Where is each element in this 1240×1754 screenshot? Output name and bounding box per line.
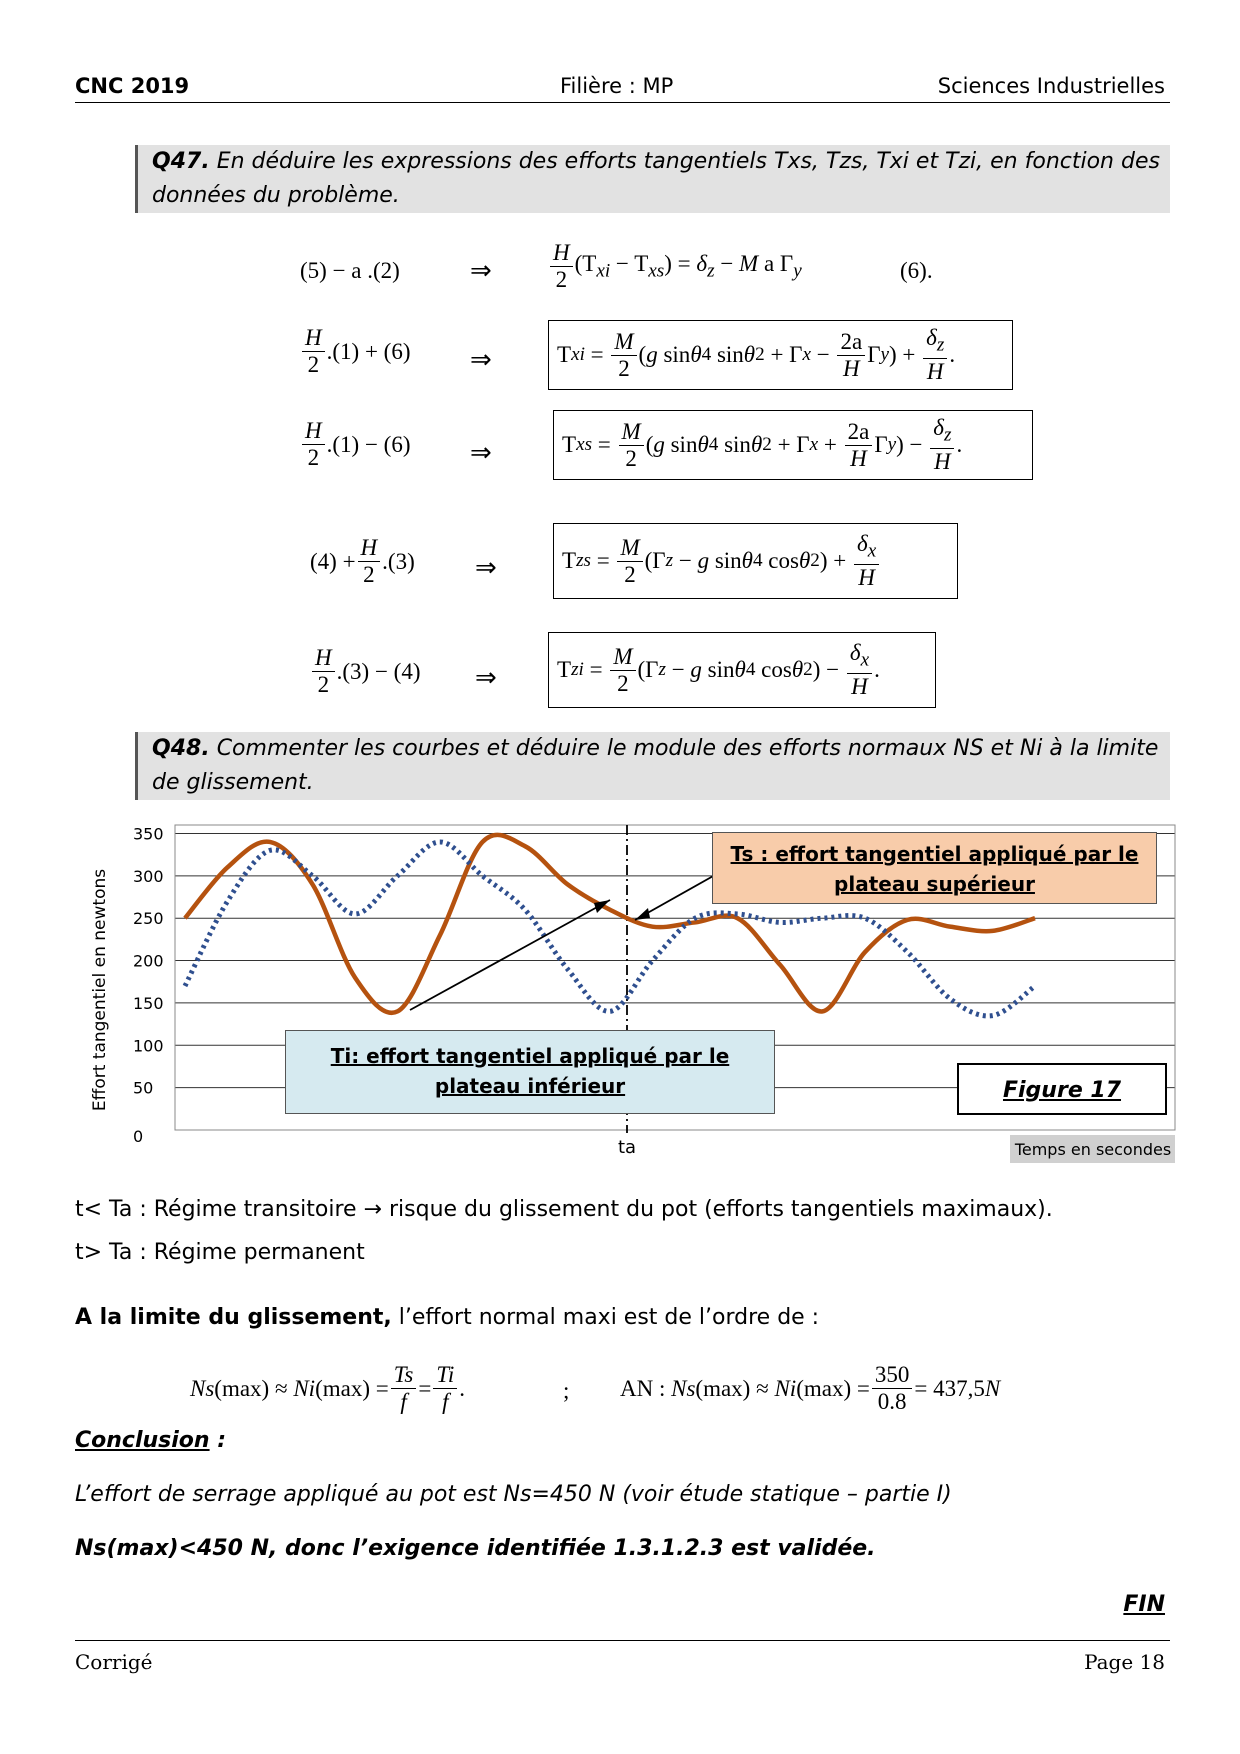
eq4-rhs: T zs = $\frac{M}{2}$ (Γ z − g sin θ 4 cos θ 2 ) + $\frac{\delta_x}{H}$ xyxy=(553,523,958,599)
x-axis-label: Temps en secondes xyxy=(1014,1140,1172,1159)
eq4-lhs: (4) + $\frac{H}{2}$ .(3) xyxy=(310,535,415,587)
y-tick-label: 250 xyxy=(133,909,164,929)
limit-bold: A la limite du glissement, xyxy=(75,1305,392,1330)
header-rule xyxy=(75,102,1170,103)
figure-title: Figure 17 xyxy=(957,1063,1167,1115)
ta-label: ta xyxy=(617,1137,637,1158)
limit-rest: l’effort normal maxi est de l’ordre de : xyxy=(398,1305,820,1330)
formula-an: AN : Ns (max) ≈ Ni (max) = $\frac{350}{0.8}$ = 437,5 N xyxy=(620,1362,1001,1414)
implies-icon: ⇒ xyxy=(475,663,497,692)
y-tick-label: 300 xyxy=(133,866,164,886)
fin-label: FIN xyxy=(1123,1592,1165,1617)
y-tick-label: 50 xyxy=(133,1078,154,1098)
implies-icon: ⇒ xyxy=(470,256,492,285)
formula-separator: ; xyxy=(563,1378,570,1403)
ti-legend-box: Ti: effort tangentiel appliqué par le plateau inférieur xyxy=(285,1030,775,1114)
footer-right: Page 18 xyxy=(1084,1650,1165,1674)
q47-box xyxy=(135,145,1170,213)
eq1-tag: (6). xyxy=(900,258,933,283)
q47-number: Q47. xyxy=(152,149,210,174)
limit-line xyxy=(75,1305,819,1330)
comment-line-2: t> Ta : Régime permanent xyxy=(75,1240,365,1265)
eq1-lhs: (5) − a .(2) xyxy=(300,258,400,283)
eq2-lhs: $\frac{H}{2}$ .(1) + (6) xyxy=(300,325,410,378)
ts-pointer-head xyxy=(635,908,650,920)
conclusion-title: Conclusion : xyxy=(75,1428,227,1453)
y-tick-label: 100 xyxy=(133,1036,164,1056)
eq3-lhs: $\frac{H}{2}$ .(1) − (6) xyxy=(300,418,410,471)
formula-left: Ns (max) ≈ Ni (max) = $\frac{Ts}{f}$ = $\frac{Ti}{f}$ . xyxy=(190,1362,466,1414)
eq3-rhs: T xs = $\frac{M}{2}$ ( g sin θ 4 sin θ 2 + Γ x + $\frac{2a}{H}$ Γ y ) − $\frac{\delta_z}{H}$ . xyxy=(553,410,1033,480)
y-tick-label: 200 xyxy=(133,951,164,971)
conclusion-line-1: L’effort de serrage appliqué au pot est Ns=450 N (voir étude statique – partie I) xyxy=(75,1482,952,1507)
implies-icon: ⇒ xyxy=(470,345,492,374)
ts-legend-box: Ts : effort tangentiel appliqué par le plateau supérieur xyxy=(712,832,1157,904)
implies-icon: ⇒ xyxy=(470,438,492,467)
footer-left: Corrigé xyxy=(75,1650,153,1674)
y-tick-label: 350 xyxy=(133,824,164,844)
eq2-rhs: T xi = $\frac{M}{2}$ ( g sin θ 4 sin θ 2 + Γ x − $\frac{2a}{H}$ Γ y ) + $\frac{\delta_z}{H}$ . xyxy=(548,320,1013,390)
q47-text: En déduire les expressions des efforts tangentiels Txs, Tzs, Txi et Tzi, en fonction des données du problème. xyxy=(152,149,1160,208)
ti-pointer xyxy=(410,900,610,1010)
q48-text: Commenter les courbes et déduire le module des efforts normaux NS et Ni à la limite de glissement. xyxy=(152,736,1159,795)
eq5-lhs: $\frac{H}{2}$ .(3) − (4) xyxy=(310,645,420,698)
y-tick-label: 0 xyxy=(133,1127,144,1146)
implies-icon: ⇒ xyxy=(475,553,497,582)
y-tick-label: 150 xyxy=(133,993,164,1013)
header-right: Sciences Industrielles xyxy=(937,74,1165,98)
header-left: CNC 2019 xyxy=(75,74,190,98)
header-middle: Filière : MP xyxy=(560,74,674,98)
eq1-rhs: $\frac{H}{2}$ $(T_{xi} - T_{xs}) = \delta_z - M$ a $\Gamma_y$ xyxy=(548,240,802,293)
footer-rule xyxy=(75,1640,1170,1641)
q48-number: Q48. xyxy=(152,736,210,761)
q48-box xyxy=(135,732,1170,800)
comment-line-1: t< Ta : Régime transitoire → risque du glissement du pot (efforts tangentiels maximaux). xyxy=(75,1197,1053,1222)
conclusion-line-2: Ns(max)<450 N, donc l’exigence identifiée 1.3.1.2.3 est validée. xyxy=(75,1536,876,1561)
eq5-rhs: T zi = $\frac{M}{2}$ (Γ z − g sin θ 4 cos θ 2 ) − $\frac{\delta_x}{H}$ . xyxy=(548,632,936,708)
y-axis-label: Effort tangentiel en newtons xyxy=(90,868,110,1112)
